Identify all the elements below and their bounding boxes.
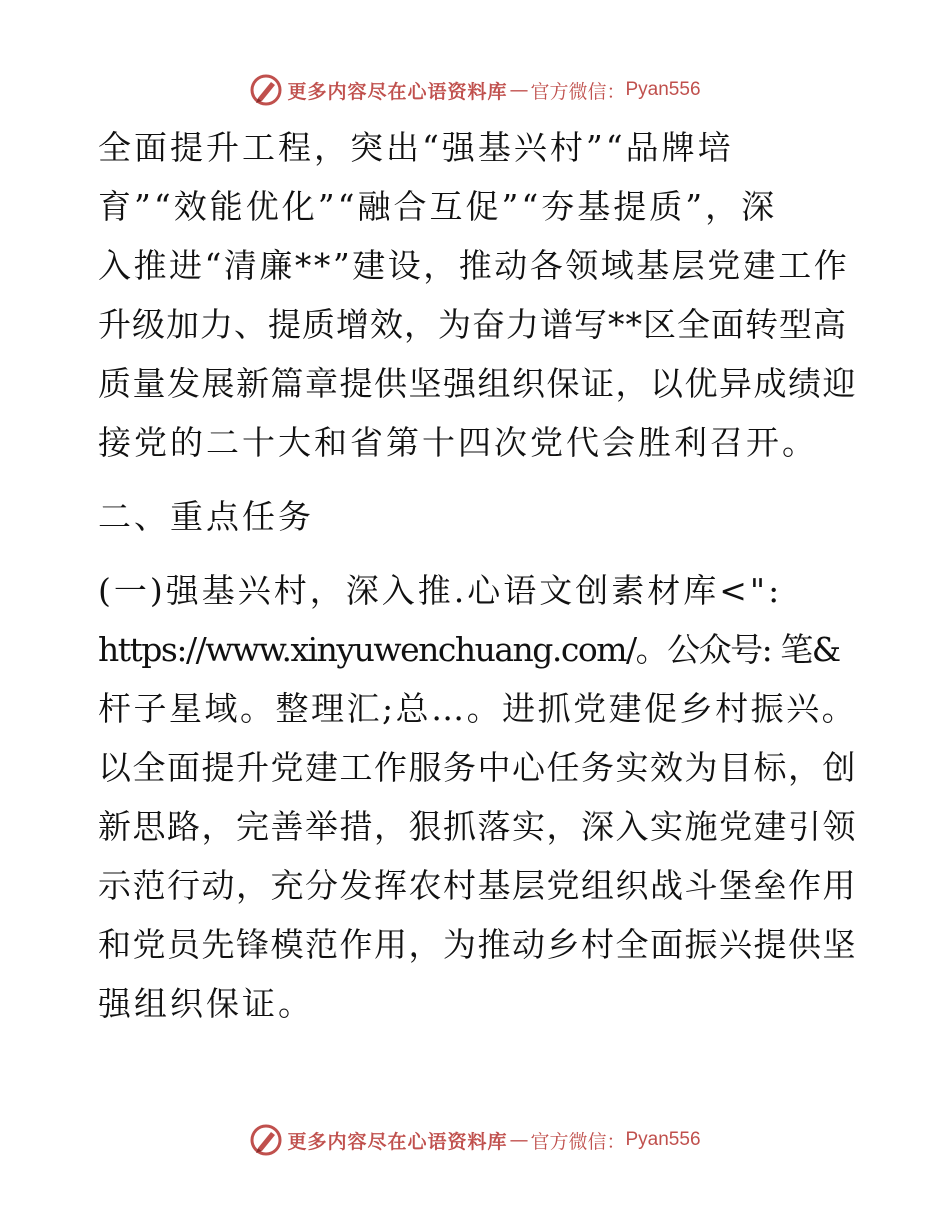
text-line: https://www.xinyuwenchuang.com/。公众号: 笔& [98, 630, 840, 669]
pen-logo-icon [249, 1123, 283, 1157]
heading-line: 二、重点任务 [98, 497, 314, 536]
text-line: (一)强基兴村，深入推.心语文创素材库<": [98, 571, 783, 610]
paragraph-intro [98, 118, 858, 472]
banner-wechat-label: 官方微信： [530, 1130, 626, 1153]
text-line: 质量发展新篇章提供坚强组织保证，以优异成绩迎 [98, 364, 857, 403]
text-line: 和党员先锋模范作用，为推动乡村全面振兴提供坚 [98, 925, 857, 964]
text-line: 入推进“清廉**”建设，推动各领域基层党建工作 [98, 246, 850, 285]
text-line: 新思路，完善举措，狠抓落实，深入实施党建引领 [98, 807, 857, 846]
banner-dash: — [509, 79, 529, 101]
banner-dash: — [509, 1129, 529, 1151]
pen-logo-icon [249, 73, 283, 107]
section-heading [98, 487, 858, 546]
banner-text: 更多内容尽在心语资料库 [287, 1130, 508, 1153]
text-line: 强组织保证。 [98, 984, 314, 1023]
banner-wechat-label: 官方微信： [530, 80, 626, 103]
text-line: 以全面提升党建工作服务中心任务实效为目标，创 [98, 748, 857, 787]
banner-wechat-id: Pyan556 [625, 79, 701, 100]
footer-banner [0, 1120, 950, 1160]
banner-text: 更多内容尽在心语资料库 [287, 80, 508, 103]
text-line: 示范行动，充分发挥农村基层党组织战斗堡垒作用 [98, 866, 857, 905]
text-line: 全面提升工程，突出“强基兴村”“品牌培 [98, 128, 734, 167]
text-line: 接党的二十大和省第十四次党代会胜利召开。 [98, 423, 818, 462]
paragraph-task-one [98, 561, 858, 1033]
text-line: 杆子星域。整理汇;总…。进抓党建促乡村振兴。 [98, 689, 858, 728]
document-body [98, 118, 858, 1033]
banner-wechat-id: Pyan556 [625, 1129, 701, 1150]
text-line: 育”“效能优化”“融合互促”“夯基提质”，深 [98, 187, 778, 226]
text-line: 升级加力、提质增效，为奋力谱写**区全面转型高 [98, 305, 847, 344]
header-banner [0, 70, 950, 110]
